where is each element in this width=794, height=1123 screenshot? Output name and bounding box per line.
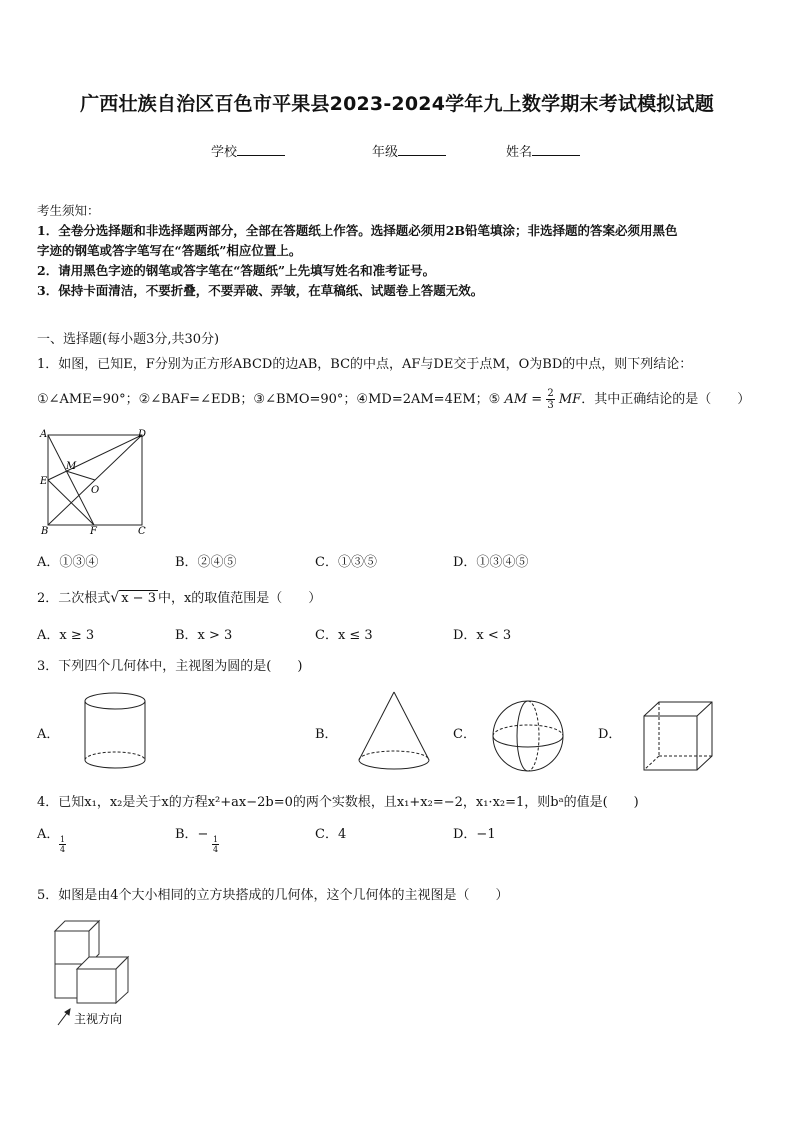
notice-item-1: 1．全卷分选择题和非选择题两部分，全部在答题纸上作答。选择题必须用2B铅笔填涂；非选择题的答案必须用黑色: [37, 223, 678, 238]
notice-item-3: 3．保持卡面清洁，不要折叠，不要弄破、弄皱，在草稿纸、试题卷上答题无效。: [37, 283, 484, 298]
q3-option-c-label: C．: [453, 727, 476, 742]
label-D: D: [138, 429, 147, 440]
q2-option-a: A．x ≥ 3: [37, 628, 95, 643]
q5-cubes-figure: [44, 916, 154, 1032]
q3-option-a-label: A．: [37, 727, 60, 742]
q3-option-b-label: B．: [315, 727, 338, 742]
notice: [37, 201, 759, 301]
q1-square-figure: [36, 426, 154, 538]
q4-option-a: A． $\frac{1}{4}$: [37, 827, 66, 854]
label-C: C: [138, 526, 146, 537]
notice-heading: 考生须知：: [37, 203, 100, 218]
q1-option-a: A．①③④: [37, 555, 99, 570]
school-field: 学校: [211, 141, 285, 160]
label-E: E: [40, 476, 48, 487]
q1-option-c: C．①③⑤: [315, 555, 377, 570]
exam-title: 广西壮族自治区百色市平果县2023-2024学年九上数学期末考试模拟试题: [80, 93, 714, 115]
q3-text: 3．下列四个几何体中，主视图为圆的是( ): [37, 659, 303, 674]
q5-caption: 主视方向: [74, 1012, 123, 1026]
q1-text: 1．如图，已知E，F分别为正方形ABCD的边AB，BC的中点，AF与DE交于点M，O为BD的中点，则下列结论：: [37, 357, 693, 372]
q4-option-b: B．− $\frac{1}{4}$: [175, 827, 219, 854]
q4-text: 4．已知x₁，x₂是关于x的方程x²+ax−2b=0的两个实数根，且x₁+x₂=−2，x₁·x₂=1，则bᵃ的值是( ): [37, 795, 639, 810]
q3-cone-figure: [356, 690, 432, 774]
label-B: B: [41, 526, 49, 537]
q2-option-c: C．x ≤ 3: [315, 628, 373, 643]
q2-option-b: B．x > 3: [175, 628, 233, 643]
q2-text: 2．二次根式√ x − 3 中，x的取值范围是（ ）: [37, 590, 322, 606]
label-M: M: [66, 461, 77, 472]
q1-option-b: B．②④⑤: [175, 555, 237, 570]
q3-sphere-figure: [490, 696, 566, 776]
q3-option-d-label: D．: [598, 727, 622, 742]
q3-cube-figure: [642, 700, 714, 774]
q5-text: 5．如图是由4个大小相同的立方块搭成的几何体，这个几何体的主视图是（ ）: [37, 888, 509, 903]
q3-cylinder-figure: [80, 690, 150, 772]
label-O: O: [91, 485, 100, 496]
name-field: 姓名: [506, 141, 580, 160]
label-F: F: [90, 526, 97, 537]
notice-item-2: 2．请用黑色字迹的钢笔或答字笔在“答题纸”上先填写姓名和准考证号。: [37, 263, 436, 278]
q2-option-d: D．x < 3: [453, 628, 512, 643]
q4-option-c: C．4: [315, 827, 347, 842]
label-A: A: [40, 429, 48, 440]
q1-option-d: D．①③④⑤: [453, 555, 529, 570]
grade-field: 年级: [372, 141, 446, 160]
notice-item-1-cont: 字迹的钢笔或答字笔写在“答题纸”相应位置上。: [37, 243, 302, 258]
q4-option-d: D．−1: [453, 827, 496, 842]
q1-conclusions: ①∠AME=90°；②∠BAF=∠EDB；③∠BMO=90°；④MD=2AM=4EM；⑤ AM = $\frac{2}{3}$ MF．其中正确结论的是（ ）: [37, 388, 751, 411]
section-heading: 一、选择题(每小题3分,共30分): [37, 332, 220, 347]
